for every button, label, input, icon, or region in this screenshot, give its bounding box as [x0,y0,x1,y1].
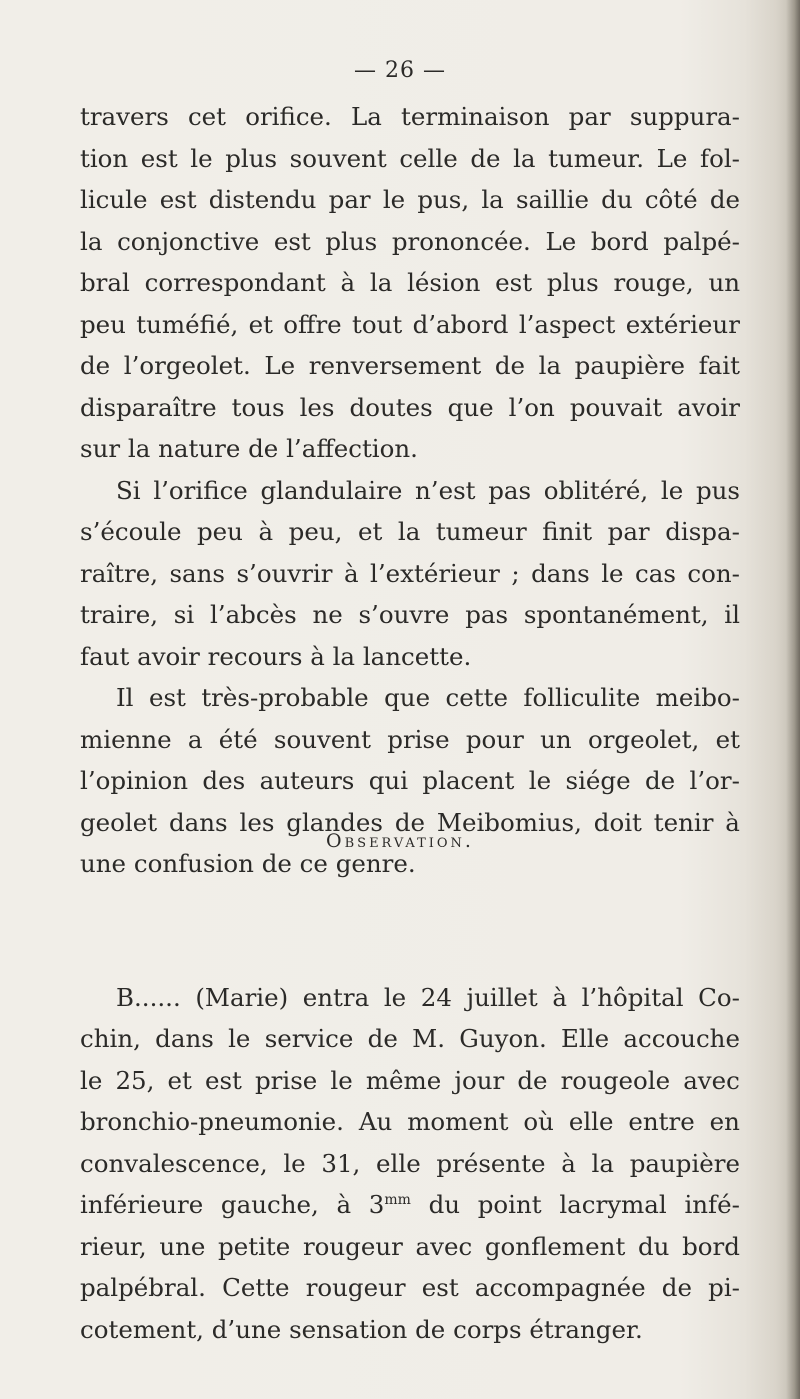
paragraph-4 [80,977,740,1351]
text-line: une confusion de ce genre. [80,849,416,878]
paragraph-1 [80,96,740,470]
text-line: tion est le plus souvent celle de la tumeur. Le fol- [80,143,740,173]
text-line: rieur, une petite rougeur avec gonflement du bord [80,1231,740,1261]
text-line: s’écoule peu à peu, et la tumeur finit par dispa- [80,517,740,546]
text-line: sur la nature de l’affection. [80,434,418,463]
text-line: de l’orgeolet. Le renversement de la paupière fait [80,351,740,380]
text-line: la conjonctive est plus prononcée. Le bord palpé- [80,226,740,256]
body-text [80,55,740,1350]
paragraph-3 [80,677,740,885]
text-line: faut avoir recours à la lancette. [80,641,472,671]
text-line: Il est très-probable que cette folliculite meibo- [116,683,740,712]
text-line: disparaître tous les doutes que l’on pouvait avoir [80,392,740,422]
text-line: inférieure gauche, à $3^{mm}$ du point lacrymal infé- [80,1190,740,1219]
text-line: traire, si l’abcès ne s’ouvre pas spontanément, il [80,600,740,629]
text-line: B...... (Marie) entra le 24 juillet à l’hôpital Co- [116,982,740,1012]
text-line: bronchio-pneumonie. Au moment où elle entre en [80,1107,740,1136]
text-line: travers cet orifice. La terminaison par suppura- [80,102,740,131]
text-line: cotement, d’une sensation de corps étranger. [80,1314,643,1344]
text-line: geolet dans les glandes de Meibomius, doit tenir à [80,807,740,837]
paragraph-2 [80,470,740,678]
text-line: mienne a été souvent prise pour un orgeolet, et [80,724,740,754]
page-edge-shadow [786,0,800,1399]
text-line: l’opinion des auteurs qui placent le siége de l’or- [80,766,740,795]
text-line: palpébral. Cette rougeur est accompagnée de pi- [80,1273,740,1302]
text-line: Si l’orifice glandulaire n’est pas oblitéré, le pus [116,475,740,505]
observation-heading: Observation. [326,830,474,852]
text-line: raître, sans s’ouvrir à l’extérieur ; dans le cas con- [80,558,740,588]
page-number: — 26 — [354,58,446,83]
text-line: le 25, et est prise le même jour de rougeole avec [80,1065,740,1095]
text-line: licule est distendu par le pus, la saillie du côté de [80,185,740,214]
text-line: peu tuméfié, et offre tout d’abord l’aspect extérieur [80,309,740,339]
text-line: convalescence, le 31, elle présente à la paupière [80,1148,740,1178]
text-line: chin, dans le service de M. Guyon. Elle accouche [80,1024,740,1053]
text-line: bral correspondant à la lésion est plus rouge, un [80,268,740,297]
